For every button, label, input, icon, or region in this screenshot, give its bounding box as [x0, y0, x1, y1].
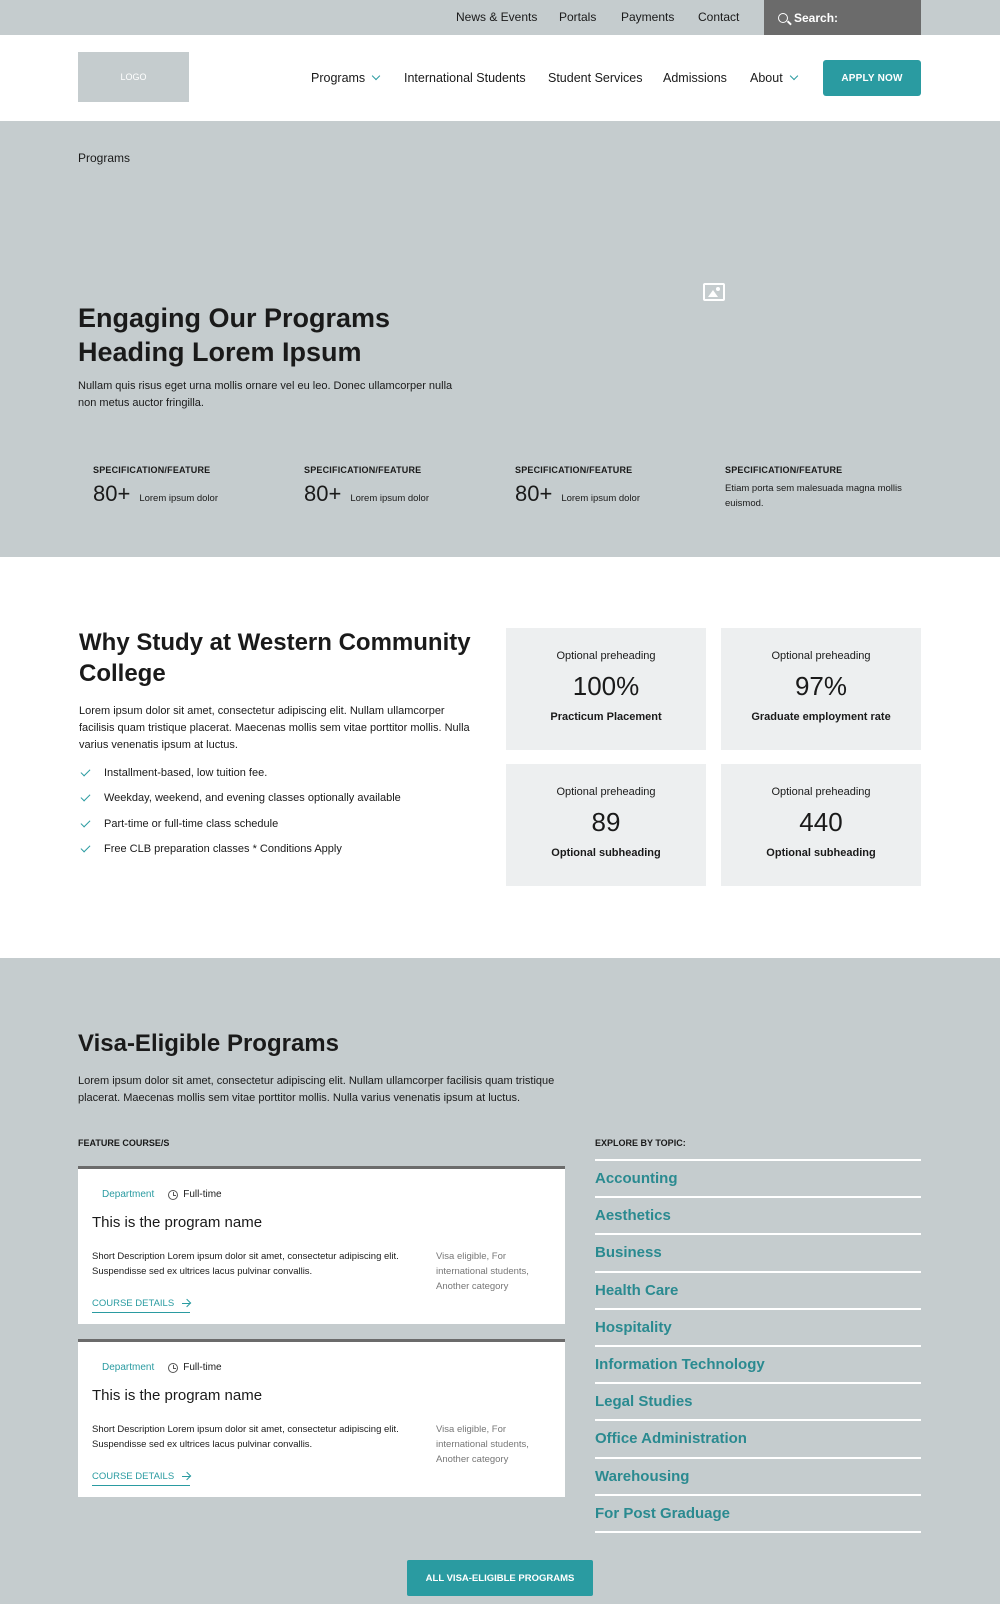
explore-topics-label: EXPLORE BY TOPIC:: [595, 1138, 686, 1148]
spec-label: SPECIFICATION/FEATURE: [725, 465, 843, 475]
featured-courses-label: FEATURE COURSE/S: [78, 1138, 170, 1148]
why-study-title: Why Study at Western Community College: [79, 629, 471, 687]
spec-number: 80+: [515, 481, 553, 506]
utility-link-news[interactable]: News & Events: [456, 10, 538, 24]
breadcrumb[interactable]: Programs: [78, 151, 131, 165]
hero-description: Nullam quis risus eget urna mollis ornare vel eu leo. Donec ullamcorper nulla non metus auctor fringilla.: [78, 380, 453, 409]
list-item-text: Installment-based, low tuition fee.: [104, 766, 268, 779]
arrow-right-icon: [182, 1303, 190, 1305]
list-item: [79, 837, 401, 863]
nav-admissions[interactable]: [663, 71, 727, 85]
program-categories: Visa eligible, For international students, Another category: [436, 1251, 529, 1292]
list-item-text: Part-time or full-time class schedule: [104, 817, 279, 830]
spec-number: 80+: [304, 481, 342, 506]
stat-subheading: Graduate employment rate: [751, 711, 891, 723]
check-icon: [81, 766, 91, 776]
spec-text: Lorem ipsum dolor: [139, 493, 218, 504]
nav-student-services[interactable]: [548, 71, 643, 85]
topic-link-legal-studies[interactable]: Legal Studies: [595, 1384, 921, 1421]
program-type: Full-time: [183, 1189, 222, 1200]
main-header: [0, 35, 1000, 121]
search-icon: [778, 13, 788, 23]
why-study-description: Lorem ipsum dolor sit amet, consectetur adipiscing elit. Nullam ullamcorper facilisis quam tristique placerat. Maecenas mollis sem vitae porttitor mollis. Nulla varius venenatis ipsum at luctus.: [79, 705, 470, 751]
nav-programs[interactable]: [311, 71, 379, 85]
apply-now-button[interactable]: APPLY NOW: [823, 60, 921, 96]
all-visa-programs-button[interactable]: ALL VISA-ELIGIBLE PROGRAMS: [407, 1560, 593, 1596]
list-item: [79, 811, 401, 837]
spec-label: SPECIFICATION/FEATURE: [304, 465, 422, 475]
topic-link-warehousing[interactable]: Warehousing: [595, 1459, 921, 1496]
program-department[interactable]: Department: [102, 1362, 155, 1373]
arrow-right-icon: [182, 1476, 190, 1478]
topic-link-hospitality[interactable]: Hospitality: [595, 1310, 921, 1347]
nav-about[interactable]: [750, 71, 797, 85]
clock-icon: [168, 1190, 178, 1200]
nav-admissions-label: Admissions: [663, 71, 727, 85]
benefits-list: [79, 760, 401, 862]
page-title: Engaging Our Programs Heading Lorem Ipsum: [78, 303, 391, 367]
stat-card: [721, 628, 921, 750]
spec-text: Lorem ipsum dolor: [350, 493, 429, 504]
program-department[interactable]: Department: [102, 1189, 155, 1200]
topic-link-accounting[interactable]: Accounting: [595, 1161, 921, 1198]
stat-preheading: Optional preheading: [556, 650, 656, 662]
program-card: [78, 1339, 565, 1497]
course-details-link[interactable]: [92, 1471, 190, 1486]
course-details-label: COURSE DETAILS: [92, 1471, 175, 1482]
hero-section: [0, 121, 1000, 557]
chevron-down-icon: [372, 72, 380, 80]
utility-link-contact[interactable]: Contact: [698, 10, 740, 24]
utility-link-portals[interactable]: Portals: [559, 10, 597, 24]
stat-card: [506, 628, 706, 750]
utility-bar: [0, 0, 1000, 35]
spec-feature: [93, 465, 283, 507]
why-study-section: [0, 557, 1000, 958]
topic-link-post-graduate[interactable]: For Post Graduage: [595, 1496, 921, 1533]
stat-value: 89: [591, 807, 621, 837]
stat-preheading: Optional preheading: [556, 786, 656, 798]
nav-about-label: About: [750, 71, 783, 85]
program-name: This is the program name: [92, 1214, 263, 1231]
topic-link-health-care[interactable]: Health Care: [595, 1273, 921, 1310]
spec-text: Etiam porta sem malesuada magna mollis euismod.: [725, 483, 902, 509]
stat-subheading: Practicum Placement: [550, 711, 662, 723]
course-details-link[interactable]: [92, 1298, 190, 1313]
list-item-text: Weekday, weekend, and evening classes optionally available: [104, 792, 401, 805]
spec-label: SPECIFICATION/FEATURE: [93, 465, 211, 475]
program-description: Short Description Lorem ipsum dolor sit amet, consectetur adipiscing elit. Suspendisse sed ex ultrices lacus pulvinar convallis.: [92, 1424, 399, 1450]
topic-link-business[interactable]: Business: [595, 1235, 921, 1272]
visa-programs-title: Visa-Eligible Programs: [78, 1030, 339, 1057]
check-icon: [81, 792, 91, 802]
stat-value: 97%: [794, 671, 848, 701]
topic-link-information-technology[interactable]: Information Technology: [595, 1347, 921, 1384]
stat-preheading: Optional preheading: [771, 786, 871, 798]
search-label: Search:: [794, 10, 839, 25]
topic-link-aesthetics[interactable]: Aesthetics: [595, 1198, 921, 1235]
nav-services-label: Student Services: [548, 71, 643, 85]
logo[interactable]: LOGO: [78, 52, 189, 102]
stat-value: 440: [799, 807, 843, 837]
program-meta: [102, 1362, 222, 1373]
spec-text: Lorem ipsum dolor: [561, 493, 640, 504]
spec-feature: [304, 465, 494, 507]
clock-icon: [168, 1363, 178, 1373]
visa-programs-description: Lorem ipsum dolor sit amet, consectetur adipiscing elit. Nullam ullamcorper facilisis quam tristique placerat. Maecenas mollis sem vitae porttitor mollis. Nulla varius venenatis ipsum at luctus.: [78, 1075, 555, 1104]
search-input[interactable]: [764, 0, 921, 35]
spec-number: 80+: [93, 481, 131, 506]
program-description: Short Description Lorem ipsum dolor sit amet, consectetur adipiscing elit. Suspendisse sed ex ultrices lacus pulvinar convallis.: [92, 1251, 399, 1277]
nav-programs-label: Programs: [311, 71, 366, 85]
program-type: Full-time: [183, 1362, 222, 1373]
visa-programs-section: [0, 958, 1000, 1604]
check-icon: [81, 817, 91, 827]
program-categories: Visa eligible, For international students, Another category: [436, 1424, 529, 1465]
program-meta: [102, 1189, 222, 1200]
stat-preheading: Optional preheading: [771, 650, 871, 662]
nav-international-label: International Students: [404, 71, 526, 85]
stat-card: [721, 764, 921, 886]
nav-international-students[interactable]: [404, 71, 526, 85]
spec-label: SPECIFICATION/FEATURE: [515, 465, 633, 475]
stat-subheading: Optional subheading: [551, 847, 661, 859]
utility-link-payments[interactable]: Payments: [621, 10, 675, 24]
topic-list: [595, 1159, 921, 1533]
stat-subheading: Optional subheading: [766, 847, 876, 859]
check-icon: [81, 843, 91, 853]
image-placeholder-icon: [703, 283, 725, 301]
list-item: [79, 760, 401, 786]
chevron-down-icon: [789, 72, 797, 80]
spec-feature: [725, 465, 915, 511]
list-item: [79, 786, 401, 812]
stat-value: 100%: [572, 671, 640, 701]
course-details-label: COURSE DETAILS: [92, 1298, 175, 1309]
spec-feature: [515, 465, 705, 507]
stat-card: [506, 764, 706, 886]
list-item-text: Free CLB preparation classes * Conditions Apply: [104, 843, 342, 856]
topic-link-office-administration[interactable]: Office Administration: [595, 1421, 921, 1458]
program-card: [78, 1166, 565, 1324]
program-name: This is the program name: [92, 1387, 263, 1404]
